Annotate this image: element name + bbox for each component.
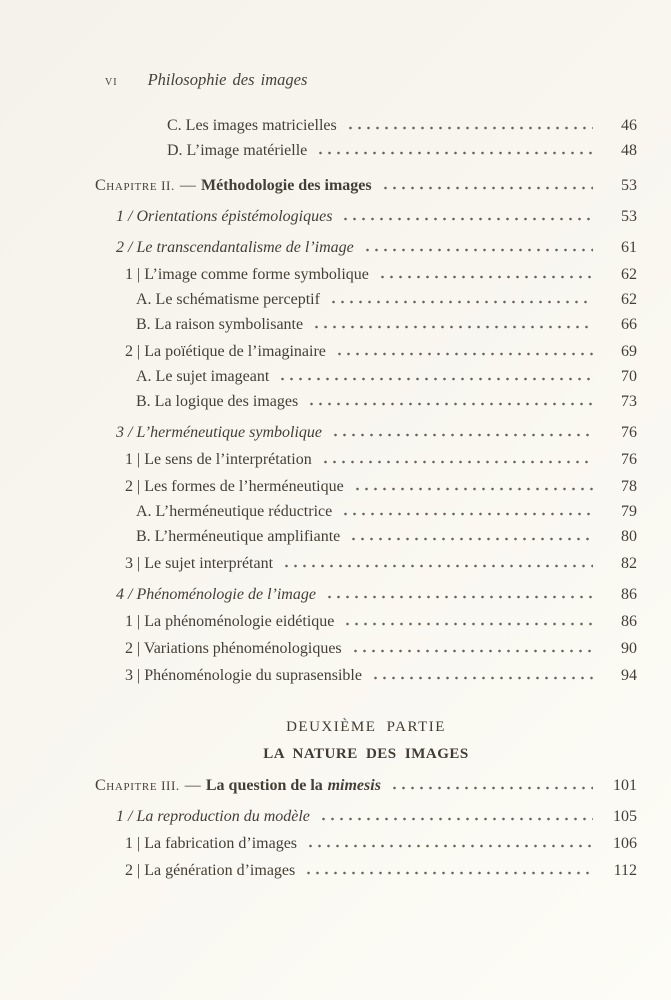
entry-label: 2 / Le transcendantalisme de l’image (116, 239, 354, 256)
toc-entry (95, 343, 637, 368)
toc-entry (95, 528, 637, 553)
chapter-title: Méthodologie des images (200, 177, 372, 194)
toc-entry (95, 424, 637, 449)
page-number: 53 (621, 177, 637, 194)
entry-label: 3 | Phénoménologie du suprasensible (125, 667, 362, 684)
dotted-leader (307, 400, 593, 406)
page-number: 105 (613, 808, 637, 825)
page-number: 86 (621, 586, 637, 603)
dotted-leader (341, 510, 593, 516)
page-header (95, 70, 637, 90)
toc-entry (95, 777, 637, 802)
toc-entry (95, 239, 637, 264)
toc-entry (95, 291, 637, 316)
running-title: Philosophie des images (147, 70, 308, 89)
toc-entry (95, 208, 637, 233)
page-number: 79 (621, 503, 637, 520)
chapter-word: Chapitre (95, 777, 158, 794)
dotted-leader (304, 869, 593, 875)
dotted-leader (329, 298, 593, 304)
em-dash: — (184, 777, 201, 794)
dotted-leader (353, 485, 593, 491)
dotted-leader (363, 246, 593, 252)
page-number: 78 (621, 478, 637, 495)
page-number: 73 (621, 393, 637, 410)
entry-label: C. Les images matricielles (167, 117, 337, 134)
chapter-numeral: II. (161, 178, 175, 193)
dotted-leader (351, 647, 593, 653)
toc-entry (95, 667, 637, 692)
toc-entry (95, 478, 637, 503)
toc-entry (95, 316, 637, 341)
toc-entry (95, 586, 637, 611)
toc-entry (95, 862, 637, 887)
dotted-leader (390, 784, 593, 790)
page-number: 62 (621, 291, 637, 308)
entry-label: 1 / Orientations épistémologiques (116, 208, 333, 225)
toc-entry (95, 117, 637, 142)
entry-label: D. L’image matérielle (167, 142, 308, 159)
page-number: 76 (621, 451, 637, 468)
entry-label: A. Le sujet imageant (136, 368, 270, 385)
dotted-leader (282, 562, 593, 568)
dotted-leader (335, 350, 593, 356)
dotted-leader (331, 431, 593, 437)
entry-label: 3 | Le sujet interprétant (125, 555, 274, 572)
toc-entry (95, 555, 637, 580)
toc-entry (95, 451, 637, 476)
entry-label: 2 | Variations phénoménologiques (125, 640, 342, 657)
em-dash: — (179, 177, 196, 194)
page-number: 90 (621, 640, 637, 657)
toc-entry (95, 142, 637, 167)
page-number: 76 (621, 424, 637, 441)
toc-entry (95, 266, 637, 291)
entry-label (95, 777, 381, 795)
dotted-leader (343, 620, 593, 626)
page-number: 48 (621, 142, 637, 159)
toc-entry (95, 613, 637, 638)
dotted-leader (325, 593, 593, 599)
toc-entry (95, 368, 637, 393)
toc-entry (95, 640, 637, 665)
entry-label: 1 | La fabrication d’images (125, 835, 298, 852)
folio-number: vi (105, 74, 118, 89)
page-number: 82 (621, 555, 637, 572)
entry-label: 3 / L’herméneutique symbolique (116, 424, 323, 441)
page-number: 69 (621, 343, 637, 360)
toc-entry (95, 835, 637, 860)
page-number: 61 (621, 239, 637, 256)
dotted-leader (341, 215, 593, 221)
toc-list (95, 117, 637, 887)
dotted-leader (381, 184, 593, 190)
page-number: 112 (613, 862, 637, 879)
part-title: DEUXIÈME PARTIE (286, 719, 446, 735)
dotted-leader (321, 458, 593, 464)
chapter-numeral: III. (161, 778, 180, 793)
dotted-leader (378, 273, 593, 279)
dotted-leader (306, 842, 593, 848)
dotted-leader (349, 535, 593, 541)
entry-label: B. L’herméneutique amplifiante (136, 528, 341, 545)
entry-label: B. La logique des images (136, 393, 299, 410)
page-number: 62 (621, 266, 637, 283)
entry-label: 2 | La poïétique de l’imaginaire (125, 343, 326, 360)
page-number: 101 (613, 777, 637, 794)
dotted-leader (316, 149, 593, 155)
dotted-leader (312, 323, 593, 329)
entry-label: 2 | Les formes de l’herméneutique (125, 478, 344, 495)
entry-label (95, 177, 372, 195)
part-heading (95, 714, 637, 767)
page-number: 86 (621, 613, 637, 630)
toc-entry (95, 177, 637, 202)
chapter-title: La question de la (205, 777, 323, 794)
entry-label: 1 | L’image comme forme symbolique (125, 266, 369, 283)
chapter-title-italic: mimesis (327, 777, 381, 794)
dotted-leader (371, 674, 593, 680)
page-number: 70 (621, 368, 637, 385)
page-number: 53 (621, 208, 637, 225)
page-number: 106 (613, 835, 637, 852)
entry-label: A. L’herméneutique réductrice (136, 503, 333, 520)
dotted-leader (319, 815, 593, 821)
page-number: 46 (621, 117, 637, 134)
entry-label: 1 | Le sens de l’interprétation (125, 451, 312, 468)
dotted-leader (346, 124, 593, 130)
page-number: 94 (621, 667, 637, 684)
entry-label: 4 / Phénoménologie de l’image (116, 586, 316, 603)
toc-entry (95, 503, 637, 528)
page-number: 66 (621, 316, 637, 333)
chapter-word: Chapitre (95, 177, 158, 194)
toc-entry (95, 808, 637, 833)
entry-label: 1 / La reproduction du modèle (116, 808, 310, 825)
part-subtitle: LA NATURE DES IMAGES (263, 746, 469, 762)
entry-label: 1 | La phénoménologie eidétique (125, 613, 335, 630)
toc-entry (95, 393, 637, 418)
dotted-leader (278, 375, 593, 381)
entry-label: A. Le schématisme perceptif (136, 291, 320, 308)
page-number: 80 (621, 528, 637, 545)
entry-label: B. La raison symbolisante (136, 316, 304, 333)
entry-label: 2 | La génération d’images (125, 862, 296, 879)
